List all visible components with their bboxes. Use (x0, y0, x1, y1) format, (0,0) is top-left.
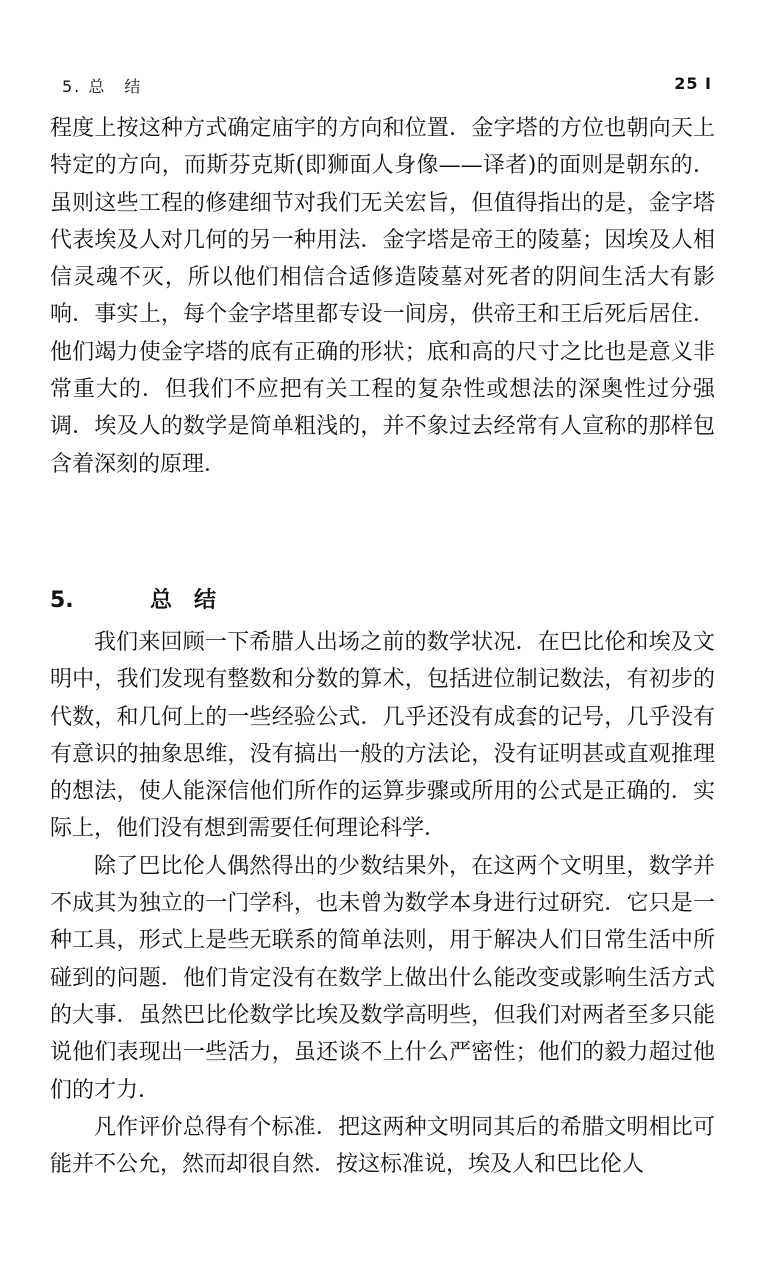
section-summary (50, 581, 715, 1183)
page-number: 25 I (674, 74, 712, 93)
section-number: 5. (50, 588, 74, 613)
section-paragraph-2: 除了巴比伦人偶然得出的少数结果外，在这两个文明里，数学并不成其为独立的一门学科，也未曾为数学本身进行过研究．它只是一种工具，形式上是些无联系的简单法则，用于解决人们日常生活中所碰到的问题．他们肯定没有在数学上做出什么能改变或影响生活方式的大事．虽然巴比伦数学比埃及数学高明些，但我们对两者至多只能说他们表现出一些活力，虽还谈不上什么严密性；他们的毅力超过他们的才力． (50, 853, 715, 1103)
continuation-paragraph: 程度上按这种方式确定庙宇的方向和位置．金字塔的方位也朝向天上特定的方向，而斯芬克斯(即狮面人身像——译者)的面则是朝东的．虽则这些工程的修建细节对我们无关宏旨，但值得指出的是，金字塔代表埃及人对几何的另一种用法．金字塔是帝王的陵墓；因埃及人相信灵魂不灭，所以他们相信合适修造陵墓对死者的阴间生活大有影响．事实上，每个金字塔里都专设一间房，供帝王和王后死后居住．他们竭力使金字塔的底有正确的形状；底和高的尺寸之比也是意义非常重大的．但我们不应把有关工程的复杂性或想法的深奥性过分强调．埃及人的数学是简单粗浅的，并不象过去经常有人宣称的那样包含着深刻的原理． (50, 116, 715, 477)
section-paragraph-1: 我们来回顾一下希腊人出场之前的数学状况．在巴比伦和埃及文明中，我们发现有整数和分数的算术，包括进位制记数法，有初步的代数，和几何上的一些经验公式．几乎还没有成套的记号，几乎没有有意识的抽象思维，没有搞出一般的方法论，没有证明甚或直观推理的想法，使人能深信他们所作的运算步骤或所用的公式是正确的．实际上，他们没有想到需要任何理论科学． (50, 630, 715, 842)
section-title: 总 结 (150, 588, 217, 613)
continuation-block (50, 110, 715, 483)
running-header (62, 74, 712, 98)
section-heading (50, 581, 715, 621)
running-header-chapter: 5. 总 结 (62, 77, 143, 96)
section-paragraph-3: 凡作评价总得有个标准．把这两种文明同其后的希腊文明相比可能并不公允，然而却很自然．按这标准说，埃及人和巴比伦人 (50, 1114, 715, 1178)
